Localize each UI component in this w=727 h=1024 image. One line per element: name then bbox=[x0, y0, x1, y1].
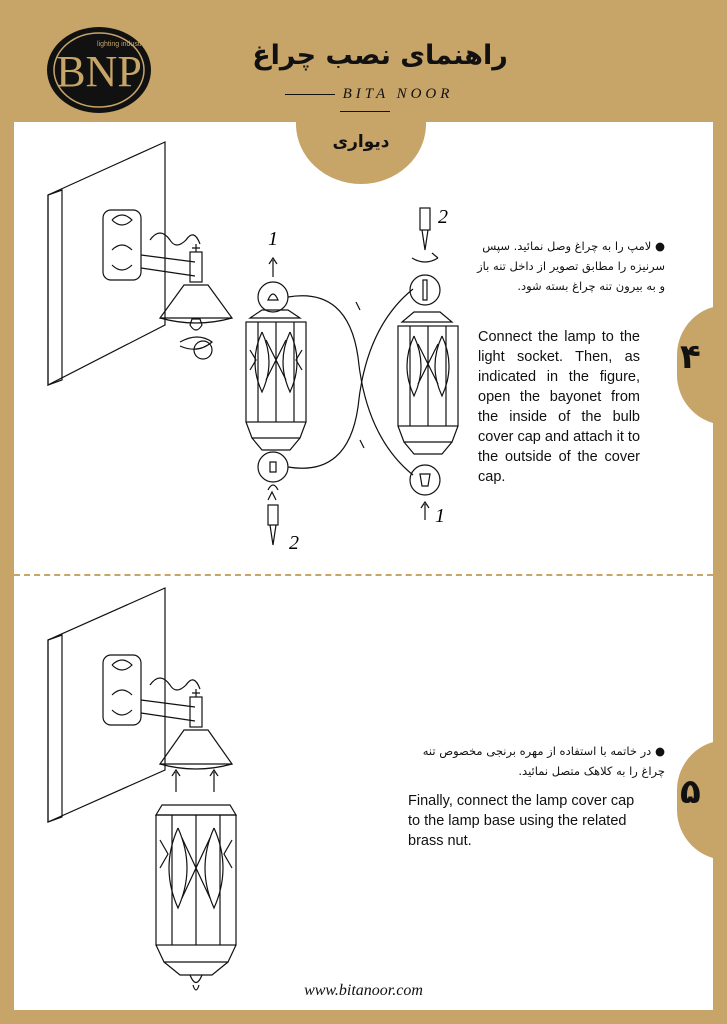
step-4-number: ۴ bbox=[680, 337, 701, 377]
logo-tagline: lighting industries bbox=[96, 41, 152, 48]
lantern-a bbox=[246, 258, 306, 545]
logo-text: BNP bbox=[56, 47, 142, 96]
step-5-number: ۵ bbox=[680, 772, 701, 812]
step4-label-1b: 1 bbox=[435, 505, 445, 527]
step4-instruction-fa-text: لامپ را به چراغ وصل نمائید. سپس سرنیزه را مطابق تصویر از داخل تنه باز و به بیرون تنه چراغ بسته شود. bbox=[477, 239, 665, 293]
wall-illustration-bottom bbox=[48, 588, 236, 990]
wall-illustration-top bbox=[48, 142, 232, 385]
step4-instruction-fa: ● لامپ را به چراغ وصل نمائید. سپس سرنیزه را مطابق تصویر از داخل تنه باز و به بیرون تنه چراغ بسته شود. bbox=[477, 239, 665, 293]
step5-instruction-fa-text: در خاتمه با استفاده از مهره برنجی مخصوص تنه چراغ را به کلاهک متصل نمائید. bbox=[422, 744, 665, 778]
category-label: دیواری bbox=[332, 132, 390, 152]
website-link[interactable]: www.bitanoor.com bbox=[304, 982, 423, 999]
step4-label-1a: 1 bbox=[268, 228, 278, 250]
step4-label-2b: 2 bbox=[438, 206, 448, 228]
step5-instruction-en: Finally, connect the lamp cover cap to the lamp base using the related brass nut. bbox=[408, 793, 635, 849]
page-title: راهنمای نصب چراغ bbox=[252, 40, 508, 71]
step4-instruction-en: Connect the lamp to the light socket. Then, as indicated in the figure, open the bayonet from the inside of the bulb cover cap and attach it to the outside of the cover cap. bbox=[478, 329, 641, 485]
step4-label-2a: 2 bbox=[289, 532, 299, 554]
subtitle-text: BITA NOOR bbox=[342, 86, 454, 102]
lantern-b bbox=[398, 208, 458, 520]
step5-instruction-fa: ● در خاتمه با استفاده از مهره برنجی مخصوص تنه چراغ را به کلاهک متصل نمائید. bbox=[422, 744, 665, 778]
